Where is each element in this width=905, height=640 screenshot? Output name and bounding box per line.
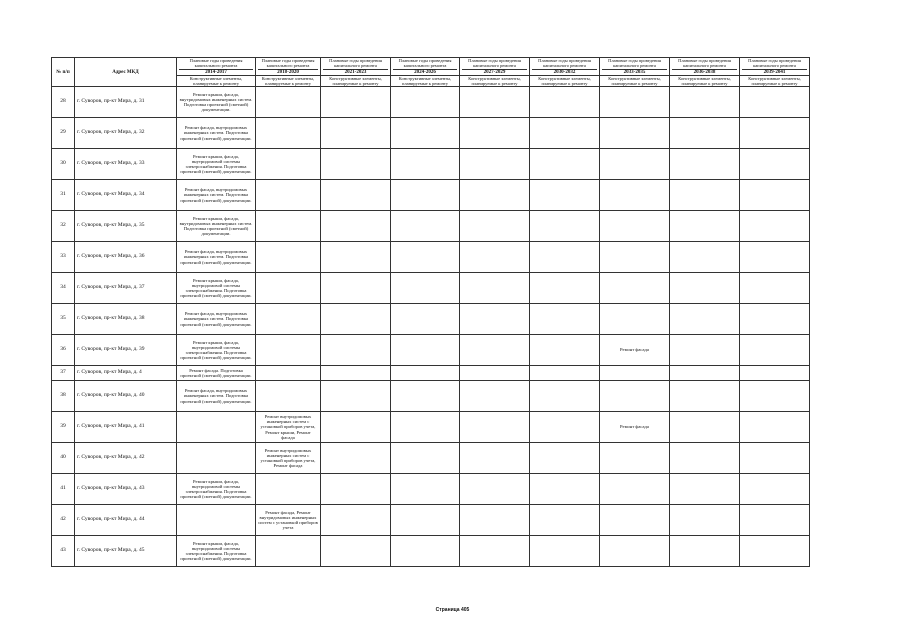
repair-works-cell (391, 273, 460, 304)
repair-works-cell (530, 242, 600, 273)
table-row (52, 149, 810, 180)
repair-works-cell: Ремонт внутридомовых инженерных систем с установкой приборов учета, Ремонт фасада (256, 443, 321, 474)
repair-works-cell (600, 149, 670, 180)
repair-works-cell (256, 149, 321, 180)
repair-works-cell (670, 366, 740, 381)
repair-works-cell (256, 335, 321, 366)
header-elements: Конструктивные элементы, планируемые к ремонту (177, 76, 256, 87)
period-years: 2021-2023 (344, 70, 367, 75)
row-address: г. Суворов, пр-кт Мира, д. 40 (75, 381, 177, 412)
row-address: г. Суворов, пр-кт Мира, д. 41 (75, 412, 177, 443)
repair-works-cell (530, 304, 600, 335)
header-period (600, 58, 670, 76)
repair-works-cell (321, 335, 391, 366)
period-years: 2024-2026 (414, 70, 436, 75)
repair-works-cell (256, 381, 321, 412)
repair-works-cell (600, 87, 670, 118)
repair-works-cell (321, 412, 391, 443)
period-years: 2030-2032 (553, 70, 576, 75)
row-address: г. Суворов, пр-кт Мира, д. 39 (75, 335, 177, 366)
row-number: 28 (52, 87, 75, 118)
row-number: 34 (52, 273, 75, 304)
repair-works-cell (530, 381, 600, 412)
table-body (52, 87, 810, 567)
repair-works-cell (600, 443, 670, 474)
repair-works-cell: Ремонт фасада, внутридомовых инженерных систем. Подготовка проектной (сметной) документации. (177, 242, 256, 273)
repair-works-cell (391, 87, 460, 118)
header-period (530, 58, 600, 76)
repair-works-cell: Ремонт внутридомовых инженерных систем с установкой приборов учета, Ремонт крыши, Ремонт фасада (256, 412, 321, 443)
period-years: 2027-2029 (483, 70, 506, 75)
repair-works-cell (670, 304, 740, 335)
repair-works-cell (600, 381, 670, 412)
repair-works-cell (530, 366, 600, 381)
row-number: 39 (52, 412, 75, 443)
row-number: 32 (52, 211, 75, 242)
table-row (52, 335, 810, 366)
repair-works-cell (321, 536, 391, 567)
repair-works-cell (177, 443, 256, 474)
repair-works-cell (391, 211, 460, 242)
repair-works-cell (670, 87, 740, 118)
header-elements: Конструктивные элементы, планируемые к ремонту (460, 76, 530, 87)
repair-works-cell (740, 505, 810, 536)
repair-works-cell (321, 87, 391, 118)
repair-works-cell (670, 211, 740, 242)
row-number: 33 (52, 242, 75, 273)
row-address: г. Суворов, пр-кт Мира, д. 4 (75, 366, 177, 381)
repair-works-cell (670, 273, 740, 304)
repair-works-cell (460, 273, 530, 304)
row-address: г. Суворов, пр-кт Мира, д. 34 (75, 180, 177, 211)
repair-works-cell (321, 118, 391, 149)
row-number: 29 (52, 118, 75, 149)
repair-works-cell (256, 273, 321, 304)
repair-works-cell (391, 412, 460, 443)
repair-works-cell (460, 381, 530, 412)
capital-repair-schedule-table (51, 57, 810, 567)
repair-works-cell (530, 335, 600, 366)
repair-works-cell (321, 273, 391, 304)
repair-works-cell: Ремонт фасада, Ремонт внутридомовых инженерных систем с установкой приборов учета (256, 505, 321, 536)
period-years: 2014-2017 (205, 70, 227, 75)
header-period (177, 58, 256, 76)
repair-works-cell: Ремонт фасада (600, 412, 670, 443)
repair-works-cell (600, 304, 670, 335)
table-row (52, 87, 810, 118)
repair-works-cell (740, 381, 810, 412)
header-row (52, 58, 810, 76)
row-address: г. Суворов, пр-кт Мира, д. 32 (75, 118, 177, 149)
header-period (670, 58, 740, 76)
table-row (52, 505, 810, 536)
repair-works-cell (391, 536, 460, 567)
repair-works-cell (600, 180, 670, 211)
repair-works-cell (460, 505, 530, 536)
repair-works-cell (256, 304, 321, 335)
repair-works-cell (460, 474, 530, 505)
repair-works-cell (256, 242, 321, 273)
repair-works-cell (530, 87, 600, 118)
table-row (52, 381, 810, 412)
row-number: 37 (52, 366, 75, 381)
repair-works-cell: Ремонт крыши, фасада, внутридомовой системы электроснабжения. Подготовка проектной (сметной) документации. (177, 335, 256, 366)
header-period (460, 58, 530, 76)
row-address: г. Суворов, пр-кт Мира, д. 35 (75, 211, 177, 242)
row-address: г. Суворов, пр-кт Мира, д. 44 (75, 505, 177, 536)
repair-works-cell (391, 335, 460, 366)
repair-works-cell (256, 180, 321, 211)
repair-works-cell (460, 118, 530, 149)
repair-works-cell (740, 304, 810, 335)
repair-works-cell (321, 381, 391, 412)
repair-works-cell (256, 211, 321, 242)
repair-works-cell (391, 381, 460, 412)
header-period (321, 58, 391, 76)
row-number: 41 (52, 474, 75, 505)
repair-works-cell (321, 180, 391, 211)
repair-works-cell (256, 366, 321, 381)
repair-works-cell (740, 242, 810, 273)
repair-works-cell (321, 505, 391, 536)
period-label: Плановые годы проведения капитального ремонта (742, 58, 807, 70)
period-label: Плановые годы проведения капитального ремонта (602, 58, 667, 70)
repair-works-cell (530, 443, 600, 474)
row-address: г. Суворов, пр-кт Мира, д. 45 (75, 536, 177, 567)
repair-works-cell (600, 505, 670, 536)
repair-works-cell (600, 273, 670, 304)
header-address: Адрес МКД (75, 58, 177, 87)
header-elements: Конструктивные элементы, планируемые к ремонту (321, 76, 391, 87)
row-number: 35 (52, 304, 75, 335)
period-years: 2036-2038 (693, 70, 716, 75)
table-row (52, 242, 810, 273)
repair-works-cell (740, 149, 810, 180)
repair-works-cell (600, 366, 670, 381)
row-number: 42 (52, 505, 75, 536)
repair-works-cell (740, 118, 810, 149)
repair-works-cell: Ремонт фасада, внутридомовых инженерных систем. Подготовка проектной (сметной) документации. (177, 381, 256, 412)
row-address: г. Суворов, пр-кт Мира, д. 33 (75, 149, 177, 180)
repair-works-cell: Ремонт фасада. Подготовка проектной (сметной) документации. (177, 366, 256, 381)
repair-works-cell (740, 180, 810, 211)
repair-works-cell (670, 505, 740, 536)
header-elements: Конструктивные элементы, планируемые к ремонту (391, 76, 460, 87)
repair-works-cell (530, 149, 600, 180)
repair-works-cell (391, 474, 460, 505)
repair-works-cell (600, 474, 670, 505)
repair-works-cell (600, 242, 670, 273)
repair-works-cell (530, 118, 600, 149)
repair-works-cell (530, 412, 600, 443)
repair-works-cell (740, 335, 810, 366)
repair-works-cell (321, 242, 391, 273)
table-row (52, 304, 810, 335)
row-address: г. Суворов, пр-кт Мира, д. 42 (75, 443, 177, 474)
repair-works-cell (740, 273, 810, 304)
repair-works-cell (391, 304, 460, 335)
repair-works-cell (177, 505, 256, 536)
header-elements: Конструктивные элементы, планируемые к ремонту (530, 76, 600, 87)
repair-works-cell (740, 474, 810, 505)
repair-works-cell (460, 366, 530, 381)
repair-works-cell (321, 443, 391, 474)
period-label: Плановые годы проведения капитального ремонта (462, 58, 527, 70)
table-row (52, 273, 810, 304)
row-address: г. Суворов, пр-кт Мира, д. 37 (75, 273, 177, 304)
period-label: Плановые годы проведения капитального ремонта (179, 58, 253, 70)
repair-works-cell (600, 536, 670, 567)
repair-works-cell (530, 180, 600, 211)
table-row (52, 412, 810, 443)
repair-works-cell (670, 412, 740, 443)
row-number: 40 (52, 443, 75, 474)
repair-works-cell (391, 366, 460, 381)
repair-works-cell (391, 443, 460, 474)
table-row (52, 118, 810, 149)
repair-works-cell (321, 149, 391, 180)
repair-works-cell (321, 366, 391, 381)
repair-works-cell (530, 536, 600, 567)
repair-works-cell (460, 335, 530, 366)
repair-works-cell (670, 474, 740, 505)
header-period (391, 58, 460, 76)
repair-works-cell (321, 211, 391, 242)
table-header (52, 58, 810, 87)
header-elements: Конструктивные элементы, планируемые к ремонту (256, 76, 321, 87)
repair-works-cell (256, 118, 321, 149)
repair-works-cell (530, 474, 600, 505)
header-elements: Конструктивные элементы, планируемые к ремонту (670, 76, 740, 87)
repair-works-cell (670, 381, 740, 412)
repair-works-cell (460, 412, 530, 443)
repair-works-cell (391, 149, 460, 180)
repair-works-cell (670, 180, 740, 211)
header-period (740, 58, 810, 76)
repair-works-cell (460, 211, 530, 242)
header-num: № п/п (52, 58, 75, 87)
repair-works-cell (256, 87, 321, 118)
repair-works-cell (670, 335, 740, 366)
period-label: Плановые годы проведения капитального ремонта (672, 58, 737, 70)
repair-works-cell (177, 412, 256, 443)
repair-works-cell (256, 474, 321, 505)
repair-works-cell (460, 443, 530, 474)
repair-works-cell (670, 118, 740, 149)
repair-works-cell (460, 242, 530, 273)
period-label: Плановые годы проведения капитального ремонта (323, 58, 388, 70)
row-number: 36 (52, 335, 75, 366)
table-row (52, 211, 810, 242)
repair-works-cell: Ремонт крыши, фасада, внутридомовой системы электроснабжения. Подготовка проектной (сметной) документации. (177, 474, 256, 505)
header-elements: Конструктивные элементы, планируемые к ремонту (600, 76, 670, 87)
table-row (52, 366, 810, 381)
repair-works-cell (740, 443, 810, 474)
row-address: г. Суворов, пр-кт Мира, д. 36 (75, 242, 177, 273)
repair-works-cell (740, 412, 810, 443)
repair-works-cell: Ремонт фасада (600, 335, 670, 366)
row-number: 30 (52, 149, 75, 180)
repair-works-cell (670, 443, 740, 474)
repair-works-cell: Ремонт крыши, фасада, внутридомовых инженерных систем. Подготовка проектной (сметной) документации. (177, 87, 256, 118)
repair-works-cell (740, 211, 810, 242)
repair-works-cell (670, 242, 740, 273)
page-number: Страница 405 (435, 607, 470, 613)
period-label: Плановые годы проведения капитального ремонта (532, 58, 597, 70)
repair-works-cell (740, 536, 810, 567)
repair-works-cell: Ремонт крыши, фасада, внутридомовой системы электроснабжения. Подготовка проектной (сметной) документации. (177, 149, 256, 180)
table-row (52, 536, 810, 567)
repair-works-cell: Ремонт фасада, внутридомовых инженерных систем. Подготовка проектной (сметной) документации. (177, 180, 256, 211)
repair-works-cell: Ремонт фасада, внутридомовых инженерных систем. Подготовка проектной (сметной) документации. (177, 118, 256, 149)
table-row (52, 474, 810, 505)
repair-works-cell: Ремонт фасада, внутридомовых инженерных систем. Подготовка проектной (сметной) документации. (177, 304, 256, 335)
repair-works-cell: Ремонт крыши, фасада, внутридомовых инженерных систем. Подготовка проектной (сметной) документации. (177, 211, 256, 242)
repair-works-cell (600, 211, 670, 242)
repair-works-cell (530, 505, 600, 536)
repair-works-cell (460, 87, 530, 118)
repair-works-cell (600, 118, 670, 149)
period-years: 2018-2020 (277, 70, 299, 75)
repair-works-cell (321, 474, 391, 505)
repair-works-cell (391, 118, 460, 149)
repair-works-cell (740, 87, 810, 118)
repair-works-cell (670, 149, 740, 180)
repair-works-cell (530, 273, 600, 304)
row-address: г. Суворов, пр-кт Мира, д. 43 (75, 474, 177, 505)
repair-works-cell (256, 536, 321, 567)
repair-works-cell: Ремонт крыши, фасада, внутридомовой системы электроснабжения. Подготовка проектной (сметной) документации. (177, 273, 256, 304)
header-elements: Конструктивные элементы, планируемые к ремонту (740, 76, 810, 87)
repair-works-cell: Ремонт крыши, фасада, внутридомовой системы электроснабжения. Подготовка проектной (сметной) документации. (177, 536, 256, 567)
repair-works-cell (460, 180, 530, 211)
repair-works-cell (460, 536, 530, 567)
repair-works-cell (530, 211, 600, 242)
repair-works-cell (740, 366, 810, 381)
repair-works-cell (460, 149, 530, 180)
repair-works-cell (670, 536, 740, 567)
period-years: 2033-2035 (623, 70, 646, 75)
period-years: 2039-2041 (763, 70, 786, 75)
repair-works-cell (321, 304, 391, 335)
row-number: 38 (52, 381, 75, 412)
period-label: Плановые годы проведения капитального ремонта (393, 58, 457, 70)
table-row (52, 180, 810, 211)
repair-works-cell (460, 304, 530, 335)
repair-works-cell (391, 180, 460, 211)
table-row (52, 443, 810, 474)
row-number: 31 (52, 180, 75, 211)
row-address: г. Суворов, пр-кт Мира, д. 31 (75, 87, 177, 118)
header-period (256, 58, 321, 76)
period-label: Плановые годы проведения капитального ремонта (258, 58, 318, 70)
repair-works-cell (391, 505, 460, 536)
row-address: г. Суворов, пр-кт Мира, д. 38 (75, 304, 177, 335)
repair-works-cell (391, 242, 460, 273)
row-number: 43 (52, 536, 75, 567)
